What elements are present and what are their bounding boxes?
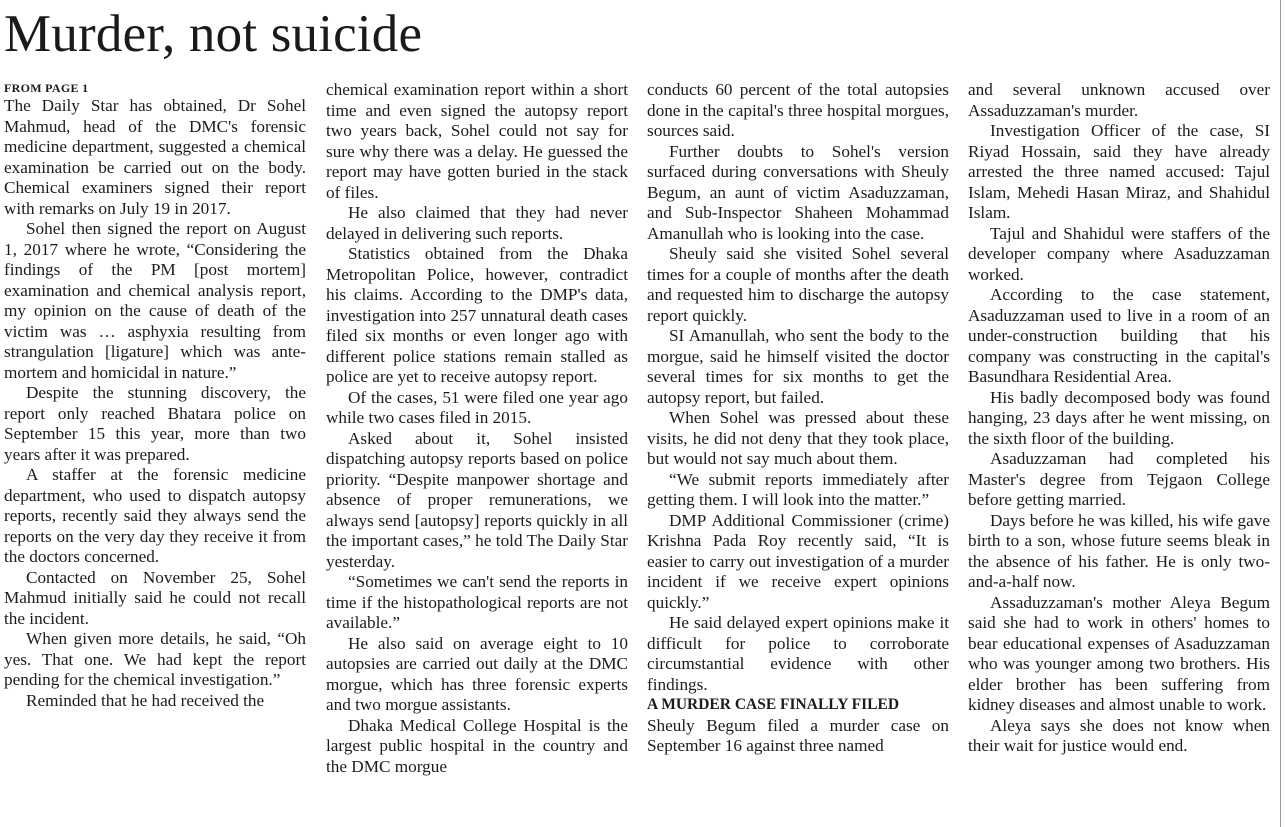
paragraph: Sohel then signed the report on August 1, 2017 where he wrote, “Considering the findings of the PM [post mortem] examination and chemical analysis report, my opinion on the cause of death of the victim was … asphyxia resulting from strangulation [ligature] which was ante-mortem and homicidal in nature.”: [4, 219, 306, 382]
paragraph: Tajul and Shahidul were staffers of the developer company where Asaduzzaman worked.: [968, 223, 1270, 284]
paragraph: Dhaka Medical College Hospital is the largest public hospital in the country and the DMC morgue: [326, 715, 628, 776]
paragraph: “Sometimes we can't send the reports in time if the histopathological reports are not available.”: [326, 572, 628, 632]
kicker: FROM PAGE 1: [4, 81, 89, 95]
paragraph: and several unknown accused over Assaduzzaman's murder.: [968, 80, 1270, 120]
paragraph: Despite the stunning discovery, the report only reached Bhatara police on September 15 this year, more than two years after it was prepared.: [4, 383, 306, 464]
paragraph: When Sohel was pressed about these visits, he did not deny that they took place, but would not say much about them.: [647, 408, 949, 468]
paragraph: Days before he was killed, his wife gave birth to a son, whose future seems bleak in the absence of his father. He is only two-and-a-half now.: [968, 510, 1270, 591]
paragraph: Assaduzzaman's mother Aleya Begum said she had to work in others' homes to bear educational expenses of Asaduzzaman who was younger among two brothers. His elder brother has been suffering from kidney diseases and almost unable to work.: [968, 592, 1270, 714]
paragraph: SI Amanullah, who sent the body to the morgue, said he himself visited the doctor several times for six months to get the autopsy report, but failed.: [647, 326, 949, 407]
paragraph: Asaduzzaman had completed his Master's degree from Tejgaon College before getting married.: [968, 449, 1270, 509]
paragraph: When given more details, he said, “Oh yes. That one. We had kept the report pending for the chemical investigation.”: [4, 629, 306, 689]
paragraph: He also claimed that they had never delayed in delivering such reports.: [326, 203, 628, 243]
paragraph: “We submit reports immediately after getting them. I will look into the matter.”: [647, 469, 949, 509]
paragraph: conducts 60 percent of the total autopsies done in the capital's three hospital morgues, sources said.: [647, 80, 949, 140]
paragraph: The Daily Star has obtained, Dr Sohel Mahmud, head of the DMC's forensic medicine department, suggested a chemical examination be carried out on the body. Chemical examiners signed their report with remarks on July 19 in 2017.: [4, 96, 306, 218]
subheading: A MURDER CASE FINALLY FILED: [647, 696, 900, 713]
article-column-1: [4, 80, 306, 711]
paragraph: Sheuly Begum filed a murder case on September 16 against three named: [647, 715, 949, 755]
paragraph: His badly decomposed body was found hanging, 23 days after he went missing, on the sixth floor of the building.: [968, 387, 1270, 448]
paragraph: Further doubts to Sohel's version surfaced during conversations with Sheuly Begum, an aunt of victim Asaduzzaman, and Sub-Inspector Shaheen Mohammad Amanullah who is looking into the case.: [647, 141, 949, 243]
page-edge-rule: [1280, 0, 1281, 827]
paragraph: Asked about it, Sohel insisted dispatching autopsy reports based on police priority. “Despite manpower shortage and absence of proper remunerations, we always send [autopsy] reports quickly in all the important cases,” he told The Daily Star yesterday.: [326, 428, 628, 571]
paragraph: Aleya says she does not know when their wait for justice would end.: [968, 715, 1270, 755]
paragraph: According to the case statement, Asaduzzaman used to live in a room of an under-construction building that his company was constructing in the capital's Basundhara Residential Area.: [968, 285, 1270, 386]
paragraph: Statistics obtained from the Dhaka Metropolitan Police, however, contradict his claims. According to the DMP's data, investigation into 257 unnatural death cases filed six months or even longer ago with different police stations remain stalled as police are yet to receive autopsy report.: [326, 244, 628, 386]
paragraph: Of the cases, 51 were filed one year ago while two cases filed in 2015.: [326, 387, 628, 427]
paragraph: Investigation Officer of the case, SI Riyad Hossain, said they have already arrested the three named accused: Tajul Islam, Mehedi Hasan Miraz, and Shahidul Islam.: [968, 121, 1270, 222]
paragraph: chemical examination report within a short time and even signed the autopsy report two years back, Sohel could not say for sure why there was a delay. He guessed the report may have gotten buried in the stack of files.: [326, 80, 628, 202]
paragraph: Contacted on November 25, Sohel Mahmud initially said he could not recall the incident.: [4, 567, 306, 628]
paragraph: A staffer at the forensic medicine department, who used to dispatch autopsy reports, recently said they always send the reports on the very day they receive it from the doctors concerned.: [4, 465, 306, 566]
paragraph: Sheuly said she visited Sohel several times for a couple of months after the death and requested him to discharge the autopsy report quickly.: [647, 244, 949, 325]
paragraph: He said delayed expert opinions make it difficult for police to corroborate circumstantial evidence with other findings.: [647, 613, 949, 694]
headline: Murder, not suicide: [4, 5, 423, 63]
paragraph: Reminded that he had received the: [26, 690, 265, 710]
article-column-4: [968, 80, 1270, 757]
article-column-2: [326, 80, 628, 777]
article-column-3: [647, 80, 949, 757]
paragraph: DMP Additional Commissioner (crime) Krishna Pada Roy recently said, “It is easier to carry out investigation of a murder incident if we receive expert opinions quickly.”: [647, 510, 949, 612]
paragraph: He also said on average eight to 10 autopsies are carried out daily at the DMC morgue, which has three forensic experts and two morgue assistants.: [326, 633, 628, 714]
